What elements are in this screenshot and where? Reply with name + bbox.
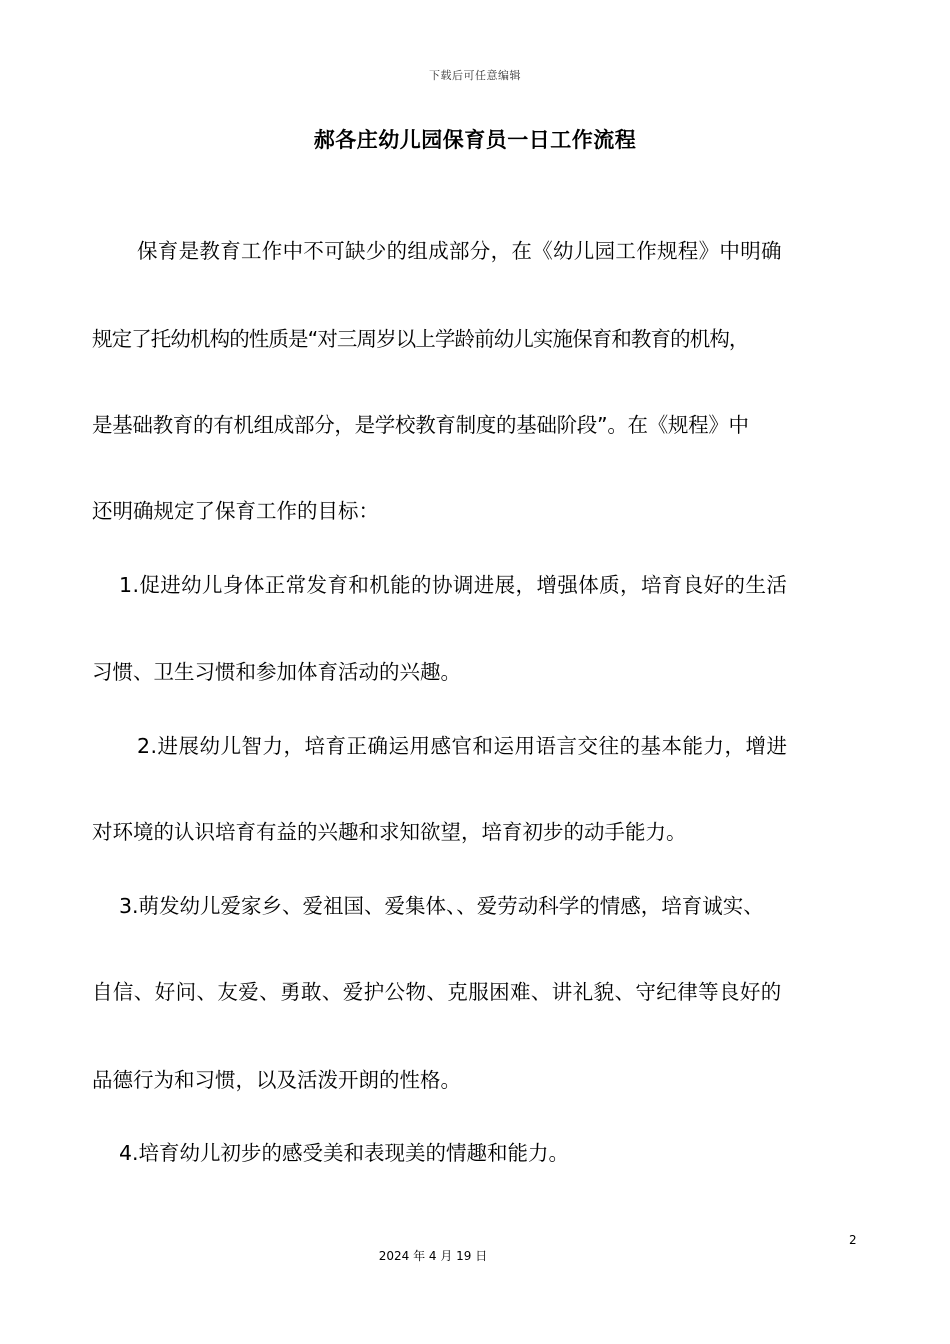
header-note: 下载后可任意编辑 xyxy=(429,69,521,82)
body-line: 还明确规定了保育工作的目标： xyxy=(92,499,379,523)
body-line: 习惯、卫生习惯和参加体育活动的兴趣。 xyxy=(92,660,461,684)
body-line: 2.进展幼儿智力，培育正确运用感官和运用语言交往的基本能力，增进 xyxy=(137,734,788,758)
footer-date: 2024 年 4 月 19 日 xyxy=(378,1249,488,1263)
body-line: 1.促进幼儿身体正常发育和机能的协调进展，增强体质，培育良好的生活 xyxy=(119,573,788,597)
body-line: 自信、好问、友爱、勇敢、爱护公物、克服困难、讲礼貌、守纪律等良好的 xyxy=(92,980,782,1004)
body-line: 保育是教育工作中不可缺少的组成部分，在《幼儿园工作规程》中明确 xyxy=(137,239,782,263)
body-line: 3.萌发幼儿爱家乡、爱祖国、爱集体、、爱劳动科学的情感，培育诚实、 xyxy=(119,894,764,918)
body-line: 是基础教育的有机组成部分，是学校教育制度的基础阶段”。在《规程》中 xyxy=(92,413,749,437)
body-line: 对环境的认识培育有益的兴趣和求知欲望，培育初步的动手能力。 xyxy=(92,820,687,844)
body-line: 规定了托幼机构的性质是“对三周岁以上学龄前幼儿实施保育和教育的机构， xyxy=(92,327,749,351)
page-number: 2 xyxy=(849,1233,857,1247)
body-line: 品德行为和习惯，以及活泼开朗的性格。 xyxy=(92,1068,461,1092)
document-title: 郝各庄幼儿园保育员一日工作流程 xyxy=(313,128,637,152)
body-line: 4.培育幼儿初步的感受美和表现美的情趣和能力。 xyxy=(119,1141,570,1165)
